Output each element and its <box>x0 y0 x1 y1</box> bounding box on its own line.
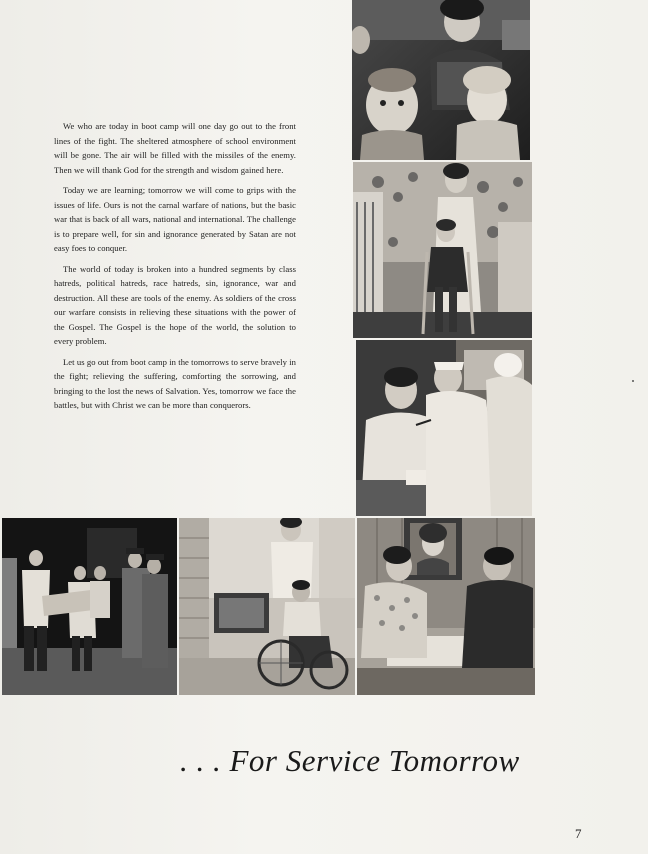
photo-stretcher-night <box>2 518 177 695</box>
photo-counseling-desk <box>357 518 535 695</box>
margin-dot <box>632 380 634 382</box>
page-number: 7 <box>575 826 582 841</box>
photo-teacher-with-children <box>352 0 530 160</box>
paragraph-4: Let us go out from boot camp in the tomorrows to serve bravely in the fight; relieving the suffering, comforting the sorrowing, and bringing to the lost the news of Salvation. Yes, tomorrow we face the battles, but with Christ we can be more than conquerors. <box>54 356 296 410</box>
page-caption: . . . For Service Tomorrow <box>180 743 520 778</box>
paragraph-1: We who are today in boot camp will one day go out to the front lines of the fight. The sheltered atmosphere of school environment will be gone. The air will be filled with the missiles of the enemy. Then we will thank God for the strength and wisdom gained here. <box>54 121 296 175</box>
paragraph-3: The world of today is broken into a hundred segments by class hatreds, political hatreds, race hatreds, sin, ignorance, war and destruction. All these are tools of the enemy. As soldiers of the cross our warfare consists in relieving these situations with the power of the Gospel. The Gospel is the hope of the world, the solution to every problem. <box>54 263 296 346</box>
photo-boy-on-crutches <box>353 162 532 338</box>
body-text <box>54 119 296 419</box>
photo-nurse-injection <box>356 340 532 516</box>
photo-wheelchair <box>179 518 355 695</box>
paragraph-2: Today we are learning; tomorrow we will come to grips with the issues of life. Ours is not the carnal warfare of nations, but the basic war that is back of all wars, national and international. The challenge is to prepare well, for sin and ignorance generated by Satan are not easy foes to conquer. <box>54 185 296 253</box>
